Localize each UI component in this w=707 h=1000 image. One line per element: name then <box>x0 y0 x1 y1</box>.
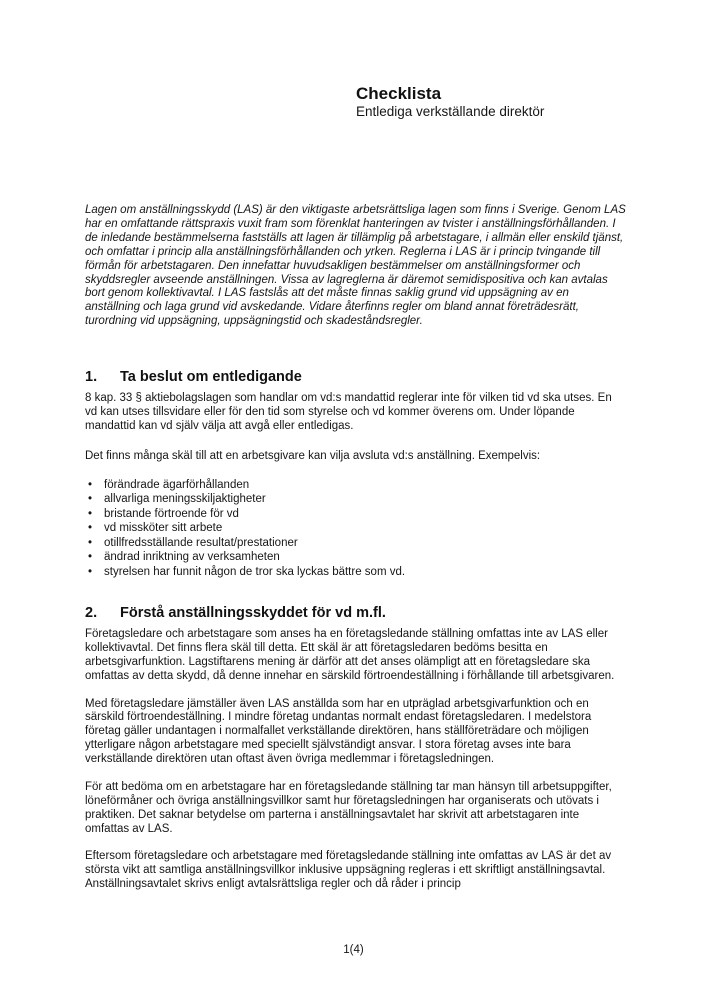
page-number: 1(4) <box>343 944 364 956</box>
list-item <box>85 565 626 580</box>
section-2-heading <box>85 605 626 622</box>
list-item-text: vd missköter sitt arbete <box>104 522 223 535</box>
section-1-title: Ta beslut om entledigande <box>120 369 302 385</box>
section-2-number: 2. <box>85 605 98 621</box>
section-2-paragraph-2: Med företagsledare jämställer även LAS anställda som har en utpräglad arbetsgivarfunktion och en särskild förtroendeställning. I mindre företag undantas normalt endast företagsledaren. I medelstora företag gäller undantagen i normalfallet verkställande direktören, hans ställföreträdare och möjligen ytterligare någon arbetstagare med speciellt självständigt ansvar. I stora företag avses inte bara verkställande direktören utan oftast även övriga medlemmar i företagsledningen. <box>85 697 592 766</box>
list-item-text: otillfredsställande resultat/prestationer <box>104 536 298 549</box>
list-item <box>85 536 626 551</box>
title-block <box>356 84 544 120</box>
section-1-paragraph-1: 8 kap. 33 § aktiebolagslagen som handlar om vd:s mandattid reglerar inte för vilken tid vd ska utses. En vd kan utses tillsvidare eller för den tid som styrelse och vd kommer överens om. Under löpande mandattid kan vd själv välja att avgå eller entledigas. <box>85 392 612 432</box>
section-2-paragraph-3: För att bedöma om en arbetstagare har en företagsledande ställning tar man hänsyn till arbetsuppgifter, löneförmåner och övriga anställningsvillkor samt hur företagsledningen har organiserats och utövats i praktiken. Det saknar betydelse om parterna i anställningsavtalet har skrivit att arbetstagaren inte omfattas av LAS. <box>85 780 612 835</box>
section-1-number: 1. <box>85 369 98 385</box>
list-item <box>85 521 626 536</box>
list-item <box>85 478 626 493</box>
section-1-list-intro: Det finns många skäl till att en arbetsgivare kan vilja avsluta vd:s anställning. Exempelvis: <box>85 449 541 462</box>
intro-paragraph: Lagen om anställningsskydd (LAS) är den viktigaste arbetsrättsliga lagen som finns i Sverige. Genom LAS har en omfattande rättspraxis vuxit fram som förenklat hanteringen av tvister i anställningsförhållanden. I de inledande bestämmelserna fastställs att lagen är tillämplig på arbetstagare, i allmän eller enskild tjänst, och omfattar i princip alla anställningsförhållanden och yrken. Reglerna i LAS är i princip tvingande till förmån för arbetstagaren. Den innefattar huvudsakligen bestämmelser om anställningsformer och skyddsregler avseende anställningen. Vissa av lagreglerna är däremot semidispositiva och kan avtalas bort genom kollektivavtal. I LAS fastslås att det måste finnas saklig grund vid uppsägning av en anställning och laga grund vid avskedande. Vidare återfinns regler om bland annat företrädesrätt, turordning vid uppsägning, uppsägningstid och skadeståndsregler. <box>85 204 626 328</box>
list-item-text: förändrade ägarförhållanden <box>104 478 250 491</box>
page-footer <box>0 944 707 958</box>
document-title: Checklista <box>356 84 442 103</box>
section-1-heading <box>85 369 626 386</box>
section-1 <box>85 369 626 579</box>
list-item <box>85 550 626 565</box>
list-item-text: bristande förtroende för vd <box>104 507 239 520</box>
list-item-text: styrelsen har funnit någon de tror ska lyckas bättre som vd. <box>104 565 406 578</box>
list-item-text: allvarliga meningsskiljaktigheter <box>104 493 266 506</box>
section-2 <box>85 605 626 892</box>
reasons-list <box>85 478 626 580</box>
section-2-paragraph-4: Eftersom företagsledare och arbetstagare med företagsledande ställning inte omfattas av LAS är det av största vikt att samtliga anställningsvillkor inklusive uppsägning regleras i ett skriftligt anställningsavtal. Anställningsavtalet skrivs enligt avtalsrättsliga regler och då råder i princip <box>85 850 612 891</box>
document-subtitle: Entlediga verkställande direktör <box>356 104 545 119</box>
list-item <box>85 507 626 522</box>
list-item <box>85 492 626 507</box>
list-item-text: ändrad inriktning av verksamheten <box>104 551 280 564</box>
section-2-paragraph-1: Företagsledare och arbetstagare som anses ha en företagsledande ställning omfattas inte av LAS eller kollektivavtal. Det finns flera skäl till detta. Ett skäl är att företagsledaren bedöms besitta en arbetsgivarfunktion. Lagstiftarens mening är därför att det anses olämpligt att en företagsledare ska omfattas av detta skydd, då denne innehar en särskild förtroendeställning i förhållande till arbetsgivaren. <box>85 628 615 682</box>
section-2-title: Förstå anställningsskyddet för vd m.fl. <box>120 605 386 621</box>
